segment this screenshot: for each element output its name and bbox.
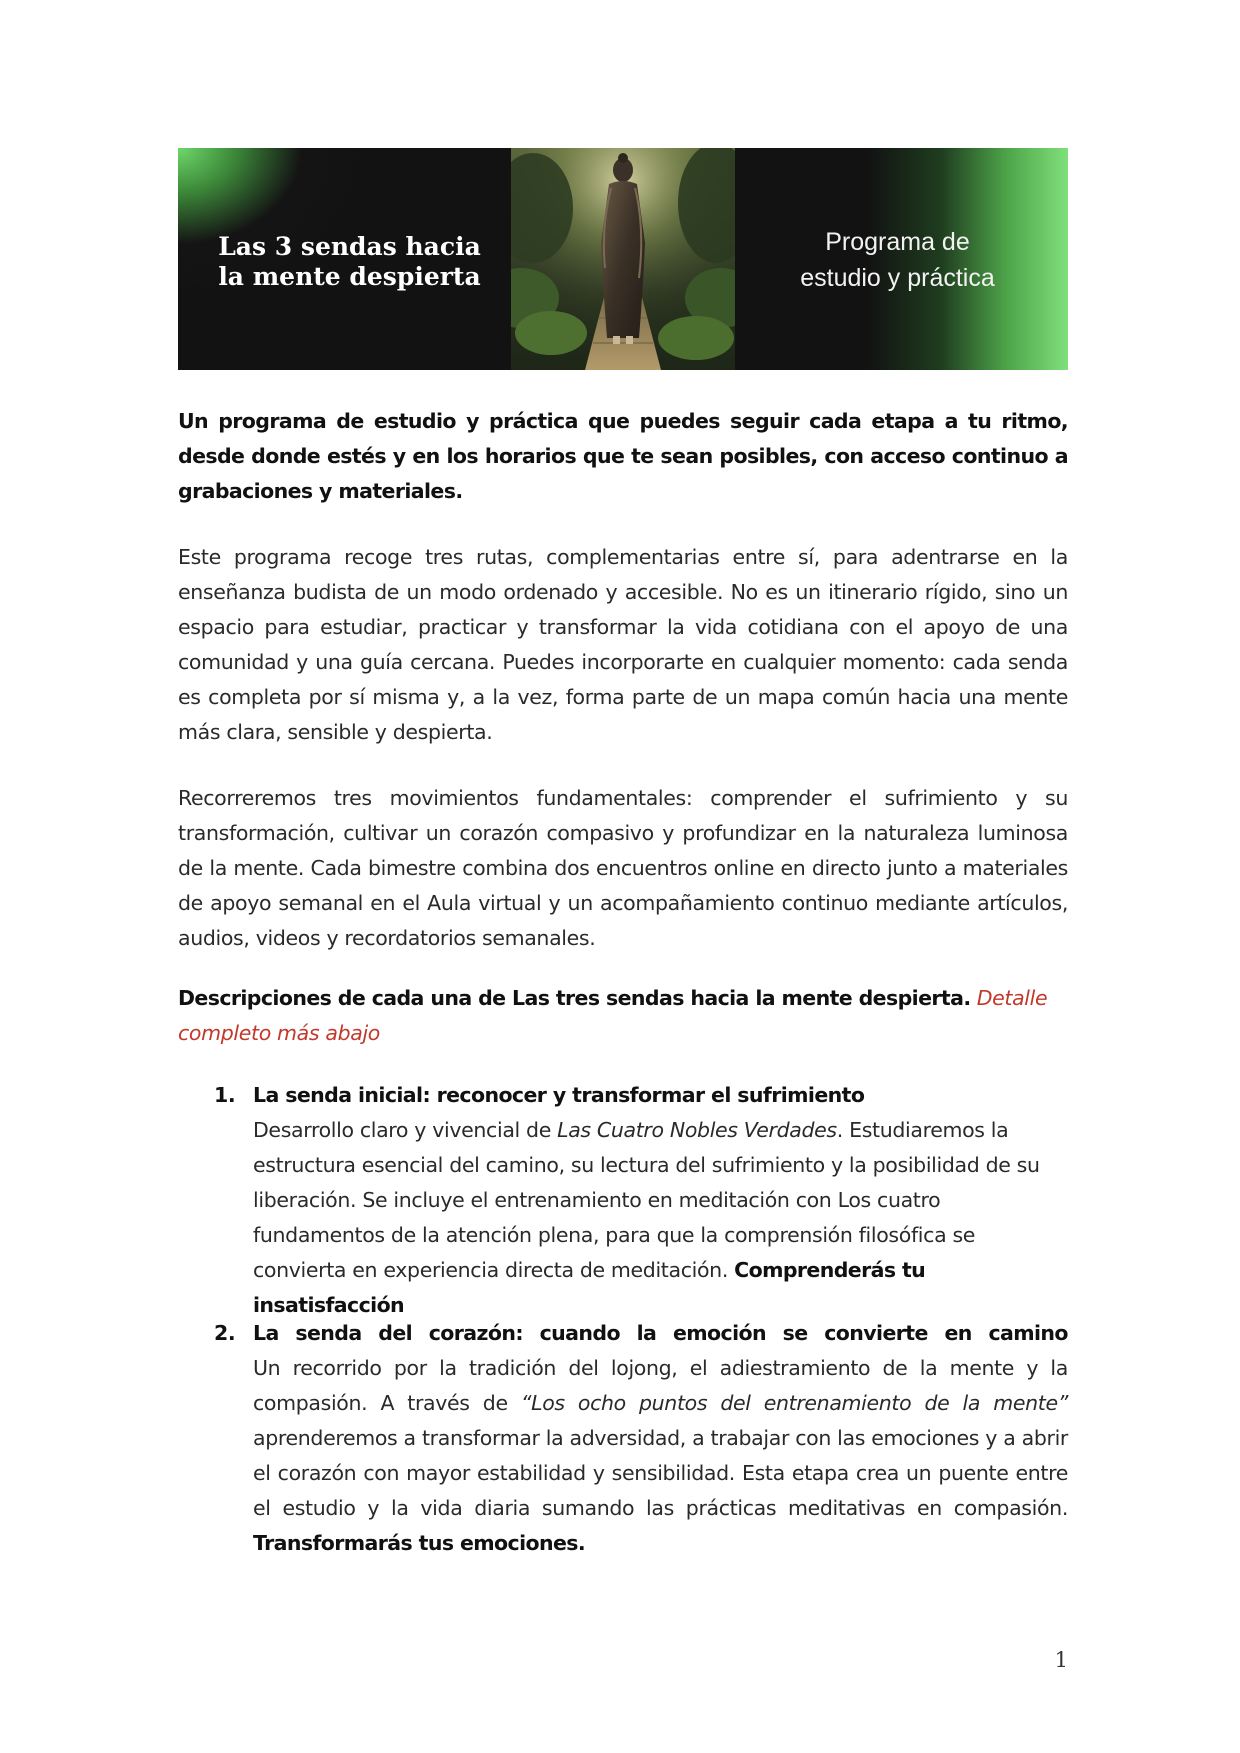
lead-paragraph: [178, 404, 1068, 509]
senda-2-title-word: corazón:: [428, 1321, 523, 1345]
senda-2-title-word: camino: [988, 1321, 1068, 1345]
detail-below-link[interactable]: Detalle completo más abajo: [178, 986, 1048, 1045]
senda-2-title-word: emoción: [672, 1321, 766, 1345]
banner-title: [208, 232, 481, 292]
page-number: 1: [1054, 1648, 1068, 1672]
senda-2-title-word: senda: [295, 1321, 362, 1345]
senda-2-title: [253, 1316, 1068, 1351]
senda-1-title: La senda inicial: reconocer y transformar el sufrimiento: [253, 1083, 865, 1107]
senda-2-body-start: Un recorrido por la tradición del lojong, el adiestramiento de la mente y la compasión. A través de: [253, 1356, 1068, 1415]
list-item-number: 1.: [214, 1083, 236, 1107]
senda-1-body-rest: . Estudiaremos la estructura esencial del camino, su lectura del sufrimiento y la posibilidad de su liberación. Se incluye el entrenamiento en meditación con Los cuatro fundamentos de la atención plena, para que la comprensión filosófica se convierta en experiencia directa de meditación.: [253, 1118, 1040, 1282]
senda-2-title-word: convierte: [824, 1321, 928, 1345]
senda-2-title-word: cuando: [539, 1321, 620, 1345]
banner-subtitle-line-1: Programa de: [825, 228, 970, 256]
intro-paragraph-1: Este programa recoge tres rutas, complementarias entre sí, para adentrarse en la enseñanza budista de un modo ordenado y accesible. No es un itinerario rígido, sino un espacio para estudiar, practicar y transformar la vida cotidiana con el apoyo de una comunidad y una guía cercana. Puedes incorporarte en cualquier momento: cada senda es completa por sí misma y, a la vez, forma parte de un mapa común hacia una mente más clara, sensible y despierta.: [178, 545, 1068, 744]
banner-title-line-1: Las 3 sendas hacia: [218, 232, 481, 261]
senda-2-body-rest: aprenderemos a transformar la adversidad, a trabajar con las emociones y a abrir el corazón con mayor estabilidad y sensibilidad. Esta etapa crea un puente entre el estudio y la vida diaria sumando las prácticas meditativas en compasión.: [253, 1426, 1068, 1520]
header-banner: [178, 148, 1068, 370]
senda-1-body-start: Desarrollo claro y vivencial de: [253, 1118, 558, 1142]
lead-text: Un programa de estudio y práctica que puedes seguir cada etapa a tu ritmo, desde donde estés y en los horarios que te sean posibles, con acceso continuo a grabaciones y materiales.: [178, 409, 1068, 503]
senda-1-closing: Comprenderás tu insatisfacción: [253, 1258, 926, 1317]
senda-2-title-word: en: [944, 1321, 972, 1345]
descriptions-heading: [178, 981, 1068, 1051]
list-item-body: [253, 1316, 1068, 1561]
intro-paragraph-2: Recorreremos tres movimientos fundamentales: comprender el sufrimiento y su transformación, cultivar un corazón compasivo y profundizar en la naturaleza luminosa de la mente. Cada bimestre combina dos encuentros online en directo junto a materiales de apoyo semanal en el Aula virtual y un acompañamiento continuo mediante artículos, audios, videos y recordatorios semanales.: [178, 786, 1068, 950]
senda-2-title-word: la: [636, 1321, 657, 1345]
banner-subtitle: [800, 224, 995, 296]
senda-2-title-word: La: [253, 1321, 279, 1345]
buddha-statue-image: [511, 148, 735, 370]
banner-subtitle-line-2: estudio y práctica: [800, 264, 995, 292]
senda-2-title-word: se: [782, 1321, 808, 1345]
buddha-garden-illustration: [511, 148, 735, 370]
banner-title-line-2: la mente despierta: [218, 262, 481, 291]
senda-2-title-word: del: [378, 1321, 413, 1345]
banner-subtitle-panel: [735, 148, 1068, 370]
senda-2-italic: “Los ocho puntos del entrenamiento de la mente”: [520, 1391, 1068, 1415]
list-item-body: [253, 1078, 1068, 1323]
senda-2-closing: Transformarás tus emociones.: [253, 1531, 586, 1555]
banner-title-panel: [178, 148, 511, 370]
senda-1-italic: Las Cuatro Nobles Verdades: [557, 1118, 837, 1142]
list-item-number: 2.: [214, 1321, 236, 1345]
descriptions-heading-text: Descripciones de cada una de Las tres sendas hacia la mente despierta.: [178, 986, 971, 1010]
